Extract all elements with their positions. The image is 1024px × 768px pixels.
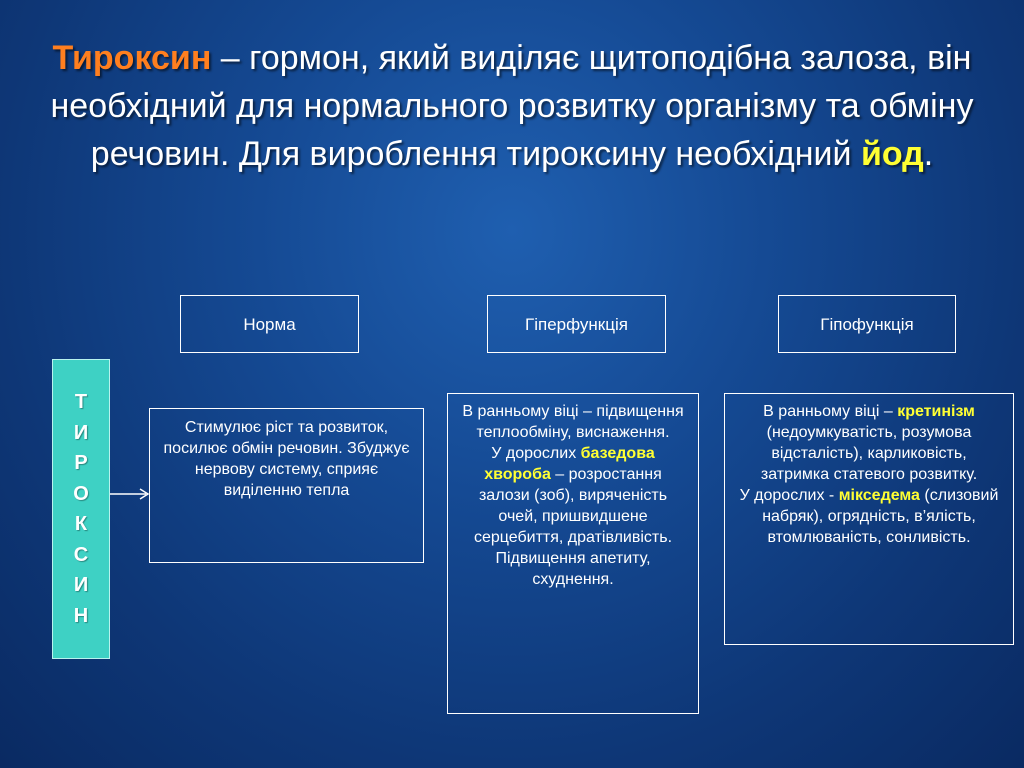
hypo-myxedema-word: мікседема — [838, 487, 920, 504]
header-hypofunction — [778, 295, 956, 353]
header-hyperfunction-label: Гіперфункція — [525, 314, 628, 334]
vertical-letter: Т — [74, 391, 88, 413]
vertical-letter: И — [73, 574, 89, 596]
hyper-adults-prefix: У дорослих — [491, 445, 581, 462]
vertical-letter: Р — [74, 452, 88, 474]
hyper-disease-name: базедова хвороба — [484, 445, 655, 483]
title-text-main: – гормон, який виділяє щитоподібна залоза, він необхідний для нормального розвитку організму та обміну речовин. Для вироблення тироксину необхідний — [50, 39, 974, 173]
header-norm-label: Норма — [243, 314, 296, 334]
hyper-adults-text — [460, 443, 686, 590]
hypo-adults-text — [735, 485, 1003, 548]
vertical-letter: Н — [73, 604, 89, 627]
header-hyperfunction — [487, 295, 666, 353]
header-hypofunction-label: Гіпофункція — [820, 314, 914, 334]
vertical-letter: О — [73, 482, 89, 505]
vertical-letter: К — [74, 513, 88, 535]
hypo-early-prefix: В ранньому віці – — [763, 403, 898, 420]
hypofunction-description-box — [724, 393, 1014, 645]
hyper-adults-suffix: – розростання залози (зоб), виряченість очей, пришвидшене серцебиття, дратівливість. Підвищення апетиту, схуднення. — [473, 466, 673, 588]
hyper-early-age-text: В ранньому віці – підвищення теплообміну, виснаження. — [462, 403, 684, 441]
vertical-letter: С — [73, 543, 89, 566]
hypo-early-suffix: (недоумкуватість, розумова відсталість), карликовість, затримка статевого розвитку. — [760, 424, 978, 483]
header-norm — [180, 295, 359, 353]
hyperfunction-description-box — [447, 393, 699, 714]
arrow-right-icon — [110, 486, 150, 502]
hypo-adults-suffix: (слизовий набряк), огрядність, в’ялість, втомлюваність, сонливість. — [762, 487, 999, 546]
title-thyroxin-word: Тироксин — [52, 39, 212, 77]
hypo-early-age-text — [735, 401, 1003, 485]
title-period: . — [923, 135, 934, 173]
norm-description-text: Стимулює ріст та розвиток, посилює обмін речовин. Збуджує нервову систему, сприяє виділенню тепла — [163, 419, 410, 499]
thyroxin-vertical-label — [52, 359, 110, 659]
title-iodine-word: йод — [860, 135, 924, 173]
hypo-adults-prefix: У дорослих - — [739, 487, 839, 504]
norm-description-box — [149, 408, 424, 563]
hypo-cretinism-word: кретинізм — [897, 403, 975, 420]
vertical-letter: И — [73, 421, 89, 444]
slide-title — [30, 34, 994, 178]
